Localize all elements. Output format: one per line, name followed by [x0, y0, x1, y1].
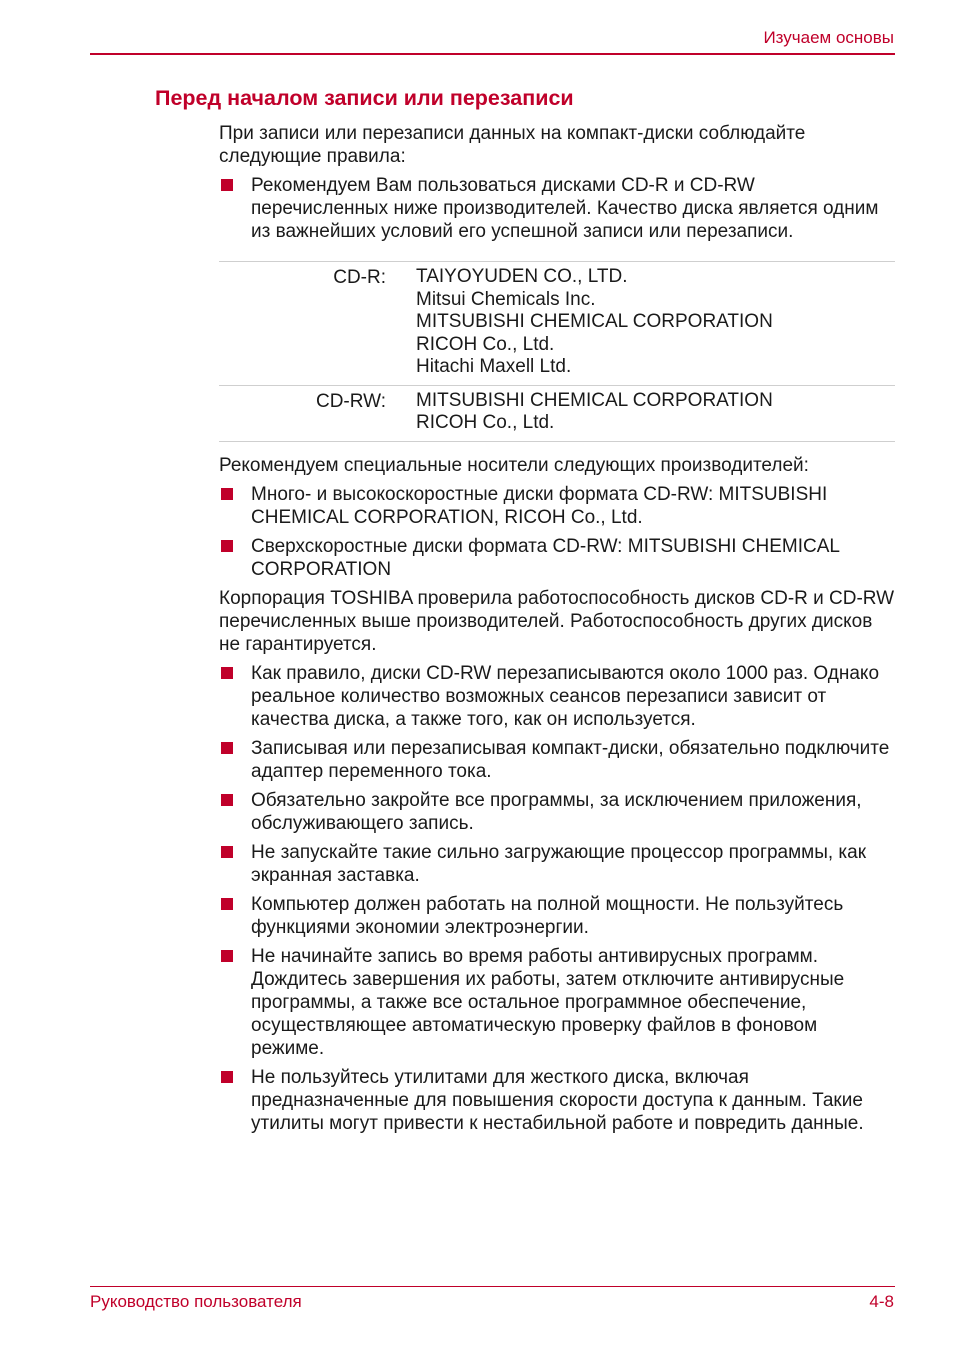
footer-rule: [90, 1286, 895, 1287]
list-item-text: Записывая или перезаписывая компакт-диски, обязательно подключите адаптер переменного тока.: [251, 737, 890, 782]
list-item-text: Обязательно закройте все программы, за исключением приложения, обслуживающего запись.: [251, 789, 862, 834]
manufacturer: RICOH Co., Ltd.: [416, 333, 555, 355]
page-number: 4-8: [869, 1292, 894, 1311]
header-rule: [90, 53, 895, 55]
bullet-square-icon: [221, 667, 233, 679]
bullet-square-icon: [221, 540, 233, 552]
manufacturer: MITSUBISHI CHEMICAL CORPORATION: [416, 389, 773, 411]
bullet-square-icon: [221, 950, 233, 962]
list-item: [219, 945, 895, 1060]
list-item-text: Компьютер должен работать на полной мощности. Не пользуйтесь функциями экономии электроэнергии.: [251, 893, 844, 938]
manufacturer: RICOH Co., Ltd.: [416, 412, 555, 433]
list-item-text: Сверхскоростные диски формата CD-RW: MITSUBISHI CHEMICAL CORPORATION: [251, 535, 840, 580]
list-item-text: Не запускайте такие сильно загружающие процессор программы, как экранная заставка.: [251, 841, 867, 886]
list-item-text: Как правило, диски CD-RW перезаписываются около 1000 раз. Однако реальное количество возможных сеансов перезаписи зависит от качества диска, а также того, как он используется.: [251, 662, 880, 730]
list-item-text: Много- и высокоскоростные диски формата CD-RW: MITSUBISHI CHEMICAL CORPORATION, RICOH Co., Ltd.: [251, 483, 828, 528]
list-item: [219, 789, 895, 835]
list-item-text: Не начинайте запись во время работы антивирусных программ. Дождитесь завершения их работы, затем отключите антивирусные программы, а также все остальное программное обеспечение, осуществляющее автоматическую проверку файлов в фоновом режиме.: [251, 945, 845, 1059]
row-values: [416, 390, 895, 435]
row-label: CD-R:: [333, 267, 386, 288]
table-row: [219, 386, 895, 442]
list-item: [219, 174, 895, 243]
list-item-text: Не пользуйтесь утилитами для жесткого диска, включая предназначенные для повышения скорости доступа к данным. Такие утилиты могут привести к нестабильной работе и повредить данные.: [251, 1066, 864, 1134]
bullet-square-icon: [221, 488, 233, 500]
bullet-square-icon: [221, 179, 233, 191]
manufacturer: TAIYOYUDEN CO., LTD.: [416, 266, 628, 287]
bullet-square-icon: [221, 742, 233, 754]
list-item: [219, 893, 895, 939]
list-item: [219, 841, 895, 887]
bullet-square-icon: [221, 898, 233, 910]
bullet-square-icon: [221, 846, 233, 858]
footer-manual-title: Руководство пользователя: [90, 1292, 302, 1311]
manufacturers-table: [219, 261, 895, 442]
toshiba-note-paragraph: Корпорация TOSHIBA проверила работоспособность дисков CD-R и CD-RW перечисленных выше производителей. Работоспособность других дисков не гарантируется.: [219, 587, 895, 655]
row-label: CD-RW:: [315, 390, 386, 412]
manufacturer: Hitachi Maxell Ltd.: [416, 356, 572, 377]
special-media-paragraph: Рекомендуем специальные носители следующих производителей:: [219, 454, 809, 476]
main-content: [219, 122, 895, 1141]
running-header: Изучаем основы: [763, 28, 894, 47]
list-item-text: Рекомендуем Вам пользоваться дисками CD-R и CD-RW перечисленных ниже производителей. Качество диска является одним из важнейших условий его успешной записи или перезаписи.: [251, 175, 879, 242]
list-item: [219, 535, 895, 581]
list-item: [219, 662, 895, 731]
intro-paragraph: При записи или перезаписи данных на компакт-диски соблюдайте следующие правила:: [219, 123, 806, 167]
manufacturer: Mitsui Chemicals Inc.: [416, 288, 596, 310]
manufacturer: MITSUBISHI CHEMICAL CORPORATION: [416, 311, 773, 332]
list-item: [219, 1066, 895, 1135]
row-values: [416, 266, 895, 379]
section-title: Перед началом записи или перезаписи: [155, 86, 574, 110]
bullet-square-icon: [221, 1071, 233, 1083]
list-item: [219, 737, 895, 783]
list-item: [219, 483, 895, 529]
table-row: [219, 262, 895, 386]
bullet-square-icon: [221, 794, 233, 806]
